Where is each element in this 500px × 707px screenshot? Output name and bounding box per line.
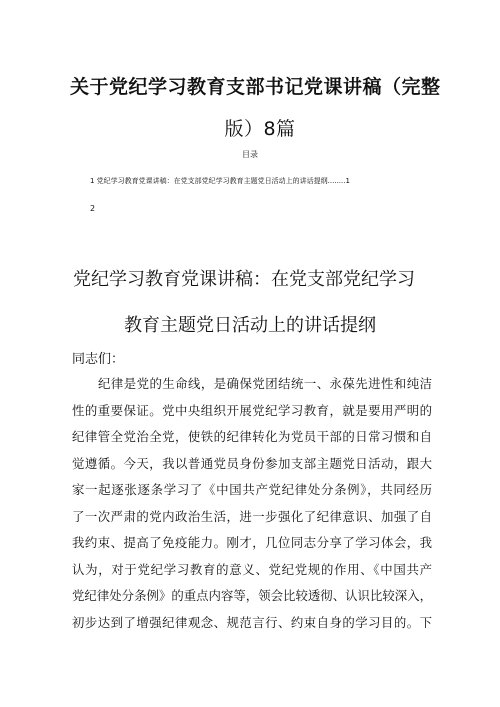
body-line: 家一起逐张逐条学习了《中国共产党纪律处分条例》，共同经历 xyxy=(72,482,432,497)
document-title-line-2: 版）8篇 xyxy=(224,118,296,140)
document-title-line-1: 关于党纪学习教育支部书记党课讲稿（完整 xyxy=(70,76,441,98)
body-paragraph xyxy=(72,371,432,636)
body-line: 初步达到了增强纪律观念、规范言行、约束自身的学习目的。下 xyxy=(72,614,432,630)
body-line: 纪律管全党治全党，使铁的纪律转化为党员干部的日常习惯和自 xyxy=(72,429,432,444)
salutation: 同志们： xyxy=(72,352,125,367)
body-line: 性的重要保证。党中央组织开展党纪学习教育，就是要用严明的 xyxy=(72,402,432,418)
section-title-line-1: 党纪学习教育党课讲稿：在党支部党纪学习 xyxy=(73,269,415,290)
body-line: 纪律是党的生命线，是确保党团结统一、永葆先进性和纯洁 xyxy=(98,376,432,391)
body-line: 我约束、提高了免疫能力。刚才，几位同志分享了学习体会，我 xyxy=(72,535,432,550)
body-line: 了一次严肃的党内政治生活，进一步强化了纪律意识、加强了自 xyxy=(72,508,432,524)
body-line: 觉遵循。今天，我以普通党员身份参加支部主题党日活动，跟大 xyxy=(72,455,432,471)
body-line: 认为，对于党纪学习教育的意义、党纪党规的作用、《中国共产 xyxy=(72,561,432,577)
toc-entry[interactable]: 1 党纪学习教育党课讲稿：在党支部党纪学习教育主题党日活动上的讲话提纲........1 xyxy=(90,177,350,185)
toc-entry-continuation: 2 xyxy=(90,204,96,213)
section-title-line-2: 教育主题党日活动上的讲话提纲 xyxy=(124,315,376,336)
toc-heading: 目录 xyxy=(242,150,258,159)
body-line: 党纪律处分条例》的重点内容等，领会比较透彻、认识比较深入， xyxy=(72,588,432,603)
